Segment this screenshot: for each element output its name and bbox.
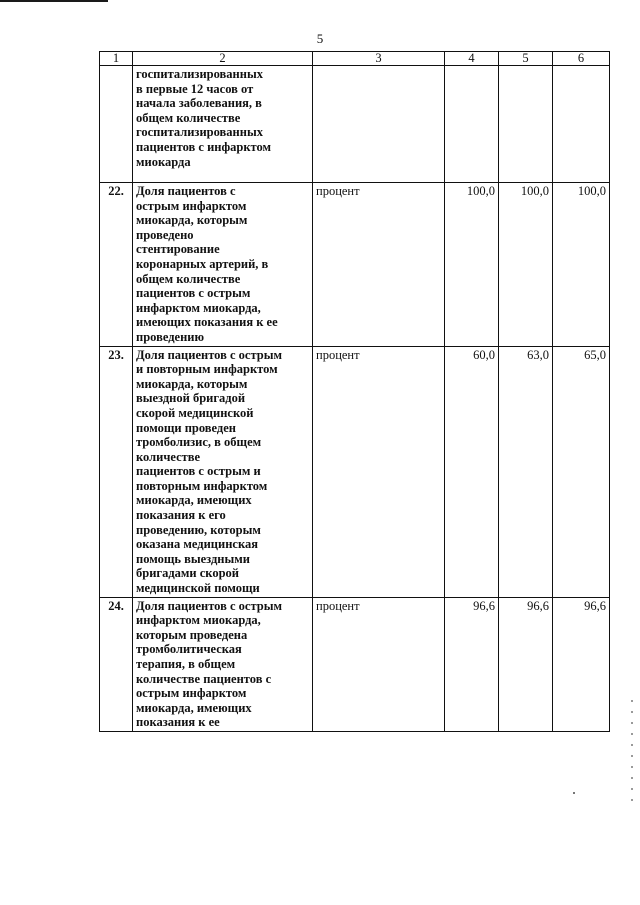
row-number-cell: 22. [100, 183, 133, 347]
value-cell-4: 60,0 [445, 346, 499, 597]
value-cell-4: 96,6 [445, 597, 499, 731]
row-number-cell: 23. [100, 346, 133, 597]
value-cell-5: 96,6 [499, 597, 553, 731]
indicator-name-cell: Доля пациентов с острым инфарктом миокарда, которым проведена тромболитическая терапия, в общем количестве пациентов с острым инфарктом миокарда, имеющих показания к ее [133, 597, 313, 731]
page-number: 5 [316, 31, 324, 46]
scan-speck-mark [573, 792, 575, 794]
table-row [100, 597, 610, 731]
value-cell-6: 96,6 [553, 597, 610, 731]
header-cell: 6 [553, 52, 610, 66]
table-row [100, 346, 610, 597]
header-cell: 5 [499, 52, 553, 66]
row-number-cell: 24. [100, 597, 133, 731]
scan-edge-mark [0, 0, 108, 2]
unit-cell: процент [313, 346, 445, 597]
row-number-cell [100, 66, 133, 183]
header-cell: 2 [133, 52, 313, 66]
unit-cell: процент [313, 183, 445, 347]
indicator-name-cell: Доля пациентов с острым инфарктом миокарда, которым проведено стентирование коронарных артерий, в общем количестве пациентов с острым инфарктом миокарда, имеющих показания к ее проведению [133, 183, 313, 347]
indicator-table [99, 51, 610, 732]
scan-dots-mark [631, 700, 633, 810]
value-cell-5 [499, 66, 553, 183]
unit-cell [313, 66, 445, 183]
value-cell-6 [553, 66, 610, 183]
value-cell-6: 65,0 [553, 346, 610, 597]
value-cell-4 [445, 66, 499, 183]
header-cell: 4 [445, 52, 499, 66]
indicator-name-cell: госпитализированных в первые 12 часов от начала заболевания, в общем количестве госпитализированных пациентов с инфарктом миокарда [133, 66, 313, 183]
value-cell-5: 63,0 [499, 346, 553, 597]
table-row [100, 183, 610, 347]
unit-cell: процент [313, 597, 445, 731]
value-cell-5: 100,0 [499, 183, 553, 347]
header-cell: 1 [100, 52, 133, 66]
value-cell-4: 100,0 [445, 183, 499, 347]
table-header-row [100, 52, 610, 66]
header-cell: 3 [313, 52, 445, 66]
indicator-name-cell: Доля пациентов с острым и повторным инфарктом миокарда, которым выездной бригадой скорой медицинской помощи проведен тромболизис, в общем количестве пациентов с острым и повторным инфарктом миокарда, имеющих показания к его проведению, которым оказана медицинская помощь выездными бригадами скорой медицинской помощи [133, 346, 313, 597]
value-cell-6: 100,0 [553, 183, 610, 347]
table-row [100, 66, 610, 183]
